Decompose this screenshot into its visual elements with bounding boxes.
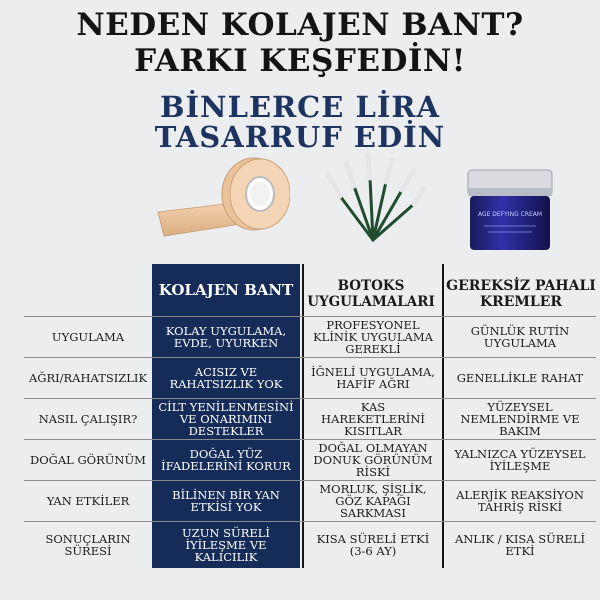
table-cell: ANLIK / KISA SÜRELİ ETKİ bbox=[454, 532, 586, 558]
table-cell: PROFESYONEL KLİNİK UYGULAMA GEREKLİ bbox=[313, 318, 433, 356]
table-cell: ALERJİK REAKSİYON TAHRİŞ RİSKİ bbox=[456, 488, 584, 514]
table-cell: DOĞAL YÜZ İFADELERİNİ KORUR bbox=[161, 447, 291, 473]
table-cell: GÜNLÜK RUTİN UYGULAMA bbox=[470, 324, 570, 350]
table-cell: GENELLİKLE RAHAT bbox=[456, 371, 584, 385]
headline-line-1: NEDEN KOLAJEN BANT? bbox=[76, 7, 524, 43]
column-header-botoks: BOTOKS UYGULAMALARI bbox=[307, 278, 435, 310]
subheadline-line-2: TASARRUF EDİN bbox=[154, 120, 446, 154]
headline-line-2: FARKI KEŞFEDİN! bbox=[134, 43, 466, 79]
column-header-kolajen-bant: KOLAJEN BANT bbox=[158, 281, 294, 299]
subheadline-line-1: BİNLERCE LİRA bbox=[159, 90, 441, 124]
table-cell: BİLİNEN BİR YAN ETKİSİ YOK bbox=[172, 488, 280, 514]
row-label: AĞRI/RAHATSIZLIK bbox=[28, 371, 148, 385]
table-cell: MORLUK, ŞİŞLİK, GÖZ KAPAĞI SARKMASI bbox=[319, 482, 427, 520]
table-cell: YÜZEYSEL NEMLENDİRME VE BAKIM bbox=[460, 400, 580, 438]
jar-label: AGE DEFYING CREAM bbox=[477, 211, 543, 218]
table-cell: DOĞAL OLMAYAN DONUK GÖRÜNÜM RİSKİ bbox=[313, 441, 433, 479]
row-label: YAN ETKİLER bbox=[46, 494, 130, 508]
column-header-kremler: GEREKSİZ PAHALI KREMLER bbox=[446, 278, 596, 310]
table-cell: CİLT YENİLENMESİNİ VE ONARIMINI DESTEKLER bbox=[158, 400, 294, 438]
table-cell: YALNIZCA YÜZEYSEL İYİLEŞME bbox=[454, 447, 586, 473]
row-label: NASIL ÇALIŞIR? bbox=[38, 412, 138, 426]
table-cell: KOLAY UYGULAMA, EVDE, UYURKEN bbox=[165, 324, 287, 350]
table-cell: ACISIZ VE RAHATSIZLIK YOK bbox=[169, 365, 283, 391]
row-label: UYGULAMA bbox=[51, 330, 125, 344]
table-cell: UZUN SÜRELİ İYİLEŞME VE KALICILIK bbox=[182, 526, 270, 564]
table-cell: KISA SÜRELİ ETKİ (3-6 AY) bbox=[316, 532, 430, 558]
table-cell: KAS HAREKETLERİNİ KISITLAR bbox=[321, 400, 425, 438]
table-cell: İĞNELİ UYGULAMA, HAFİF AĞRI bbox=[311, 365, 435, 391]
row-label: SONUÇLARIN SÜRESİ bbox=[45, 532, 131, 558]
row-label: DOĞAL GÖRÜNÜM bbox=[30, 453, 146, 467]
